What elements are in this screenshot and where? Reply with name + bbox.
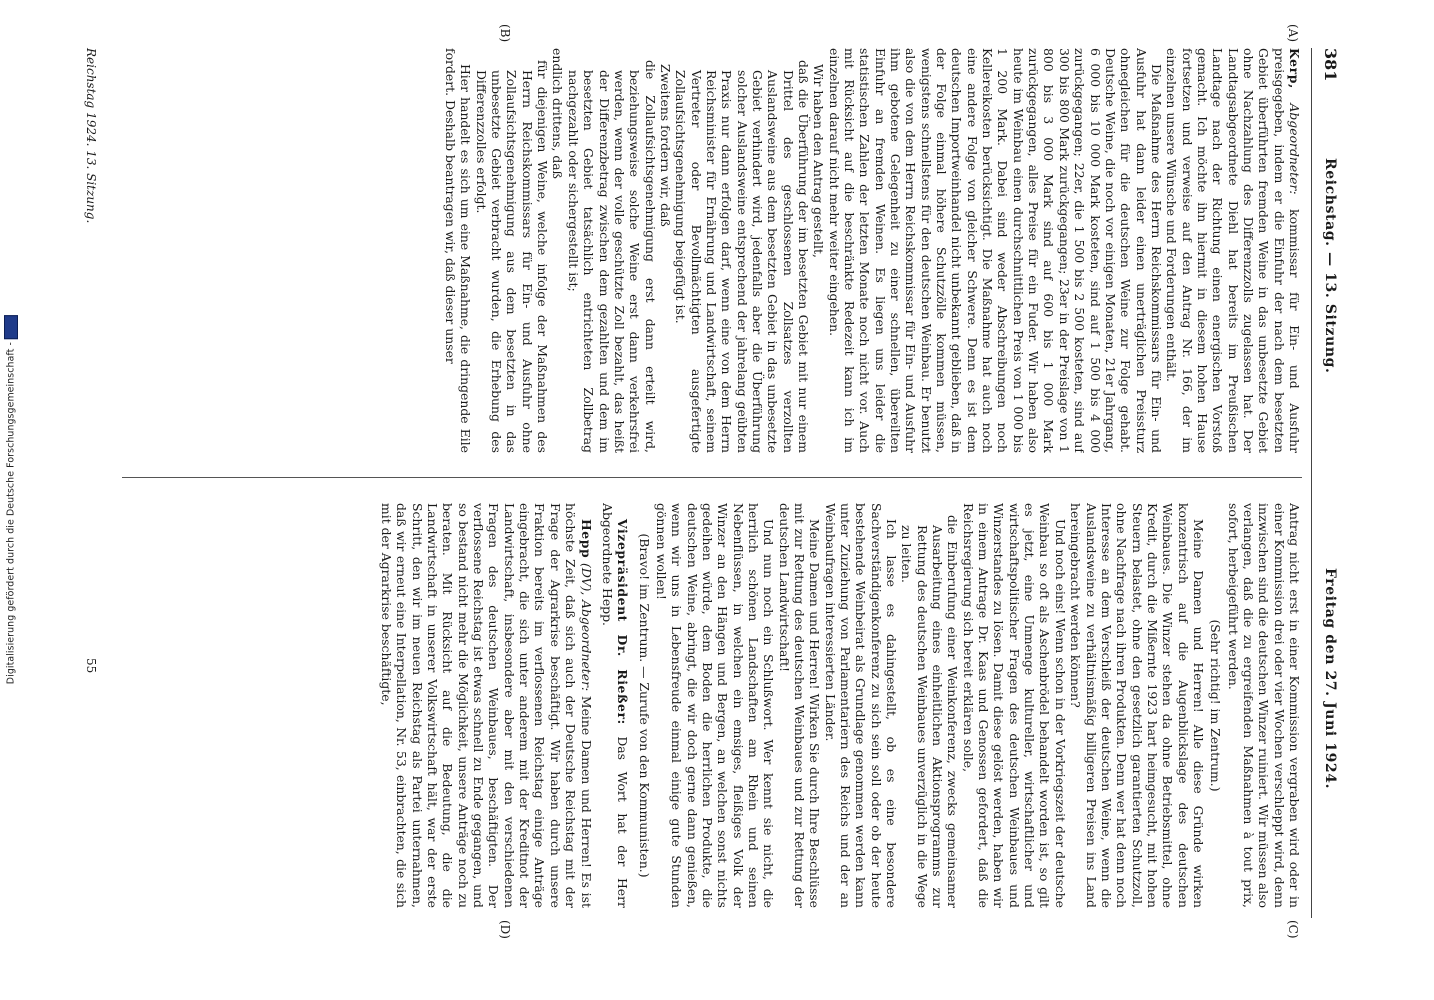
- paragraph: Wir haben den Antrag gestellt,: [811, 64, 827, 258]
- paragraph: Ich lasse es dahingestellt, ob es eine besondere Sachverständigenkonferenz zu sich sein soll oder ob der heute bestehende Weinbeirat als Grundlage genommen werden kann unter Zuziehung von Parlamentariern des Reichs und der an Weinbaufragen interessierten Länder.: [822, 503, 900, 908]
- newspaper-sheet: [42, 24, 1342, 939]
- margin-marker-b: (B): [498, 24, 512, 43]
- paragraph: Die Maßnahme des Herrn Reichskommissars für Ein- und Ausfuhr hat dann leider einen unerträglichen Preissturz ohnegleichen für die deutschen Weine zur Folge gehabt. Deutsche Weine, die noch vor einigen Monaten, 21er Jahrgang, 6 000 bis 10 000 Mark kosteten, sind auf 1 500 bis 4 000 zurückgegangen; 22er, die 1 500 bis 2 500 kosteten, sind auf 300 bis 800 Mark zurückgegangen; 23er in der Preislage von 1 800 bis 3 000 Mark sind auf 600 bis 1 000 Mark zurückgegangen, alles Preise für ein Fuder. Wir haben also heute im Weinbau einen durchschnittlichen Preis von 1 000 bis 1 200 Mark. Dabei sind weder Abschreibungen noch Kellereikosten berücksichtigt. Die Maßnahme hat auch noch eine andere Folge von gleicher Schwere. Denn es ist dem deutschen Importweinhandel nicht unbekannt geblieben, daß in der Folge einmal höhere Schutzzölle kommen müssen, wenigstens schnellstens für den deutschen Weinbau. Er benutzt also die von dem Herrn Reichskommissar für Ein- und Ausfuhr ihm gebotene Gelegenheit zu einer schnellen, übereilten Einfuhr an fremden Weinen. Es liegen uns leider die statistischen Zahlen der letzten Monate noch nicht vor. Auch mit Rücksicht auf die beschränkte Redezeit kann ich im einzelnen darauf nicht mehr weiter eingehen.: [826, 48, 1164, 453]
- footer-session: Reichstag 1924. 13. Sitzung.: [84, 48, 98, 224]
- interjection: (Sehr richtig! im Zentrum.): [1208, 619, 1224, 792]
- motion-item: daß die Überführung der im besetzten Gebiet mit nur einem Drittel des geschlossenen Zollsatzes verzollten Auslandsweine aus dem besetzten Gebiet in das unbesetzte Gebiet verhindert wird, jedenfalls aber die Überführung solcher Auslandsweine entsprechend der jahrelang geübten Praxis nur dann erfolgen darf, wenn eine von dem Herrn Reichsminister für Ernährung und Landwirtschaft, seinem Vertreter oder Bevollmächtigten ausgefertigte Zollaufsichtsgenehmigung beigefügt ist.: [673, 60, 811, 453]
- margin-marker-d: (D): [498, 920, 512, 939]
- column-divider: [122, 477, 1302, 478]
- speaker-name: Vizepräsident Dr. Rießer:: [615, 519, 631, 725]
- speaker-role: (DV), Abgeordneter:: [578, 563, 594, 692]
- margin-marker-a: (A): [1286, 24, 1300, 43]
- motion-item: für diejenigen Weine, welche infolge der Maßnahmen des Herrn Reichskommissars für Ein- und Ausfuhr ohne Zollaufsichtsgenehmigung aus dem besetzten in das unbesetzte Gebiet verbracht wurden, die Erhebung des Differenzzolles erfolgt.: [473, 60, 551, 453]
- paragraph: Zweitens fordern wir, daß: [657, 64, 673, 227]
- paragraph: Hier handelt es sich um eine Maßnahme, die dringende Eile fordert. Deshalb beantragen wir, daß dieser unser: [443, 48, 474, 453]
- digitization-credit: [2, 0, 18, 1000]
- paragraph: kommissar für Ein- und Ausfuhr preisgegeben, indem er die Einfuhr der nach dem besetzten Gebiet überführten fremden Weine in das unbesetzte Gebiet ohne Nachzahlung des Differenzzolls zugelassen hat. Der Landtagsabgeordnete Diehl hat bereits im Preußischen Landtage nach der Richtung einen energischen Vorstoß gemacht. Ich möchte ihn hiermit in diesem hohen Hause fortsetzen und verweise auf den Antrag Nr. 166, der im einzelnen unsere Wünsche und Forderungen enthält.: [1164, 48, 1302, 453]
- right-column: [122, 503, 1302, 908]
- speaker-name: Kerp,: [1287, 48, 1302, 89]
- running-head-reichstag: Reichstag. — 13. Sitzung.: [1322, 158, 1338, 374]
- paragraph: Meine Damen und Herren! Alle diese Gründe wirken konzentrisch auf die Augenblickslage des deutschen Weinbaues. Die Winzer stehen da ohne Betriebsmittel, ohne Kredit, durch die Mißernte 1923 hart heimgesucht, mit hohen Steuern belastet, ohne den gesetzlich garantierten Schutzzoll, ohne Nachfrage nach ihren Produkten. Denn wer hat denn noch Interesse an dem Verschleiß der deutschen Weine, wenn die Auslandsweine zu verhältnismäßig billigeren Preisen ins Land hereingebracht werden können?: [1068, 503, 1206, 908]
- running-head-date: Freitag den 27. Juni 1924.: [1322, 568, 1338, 790]
- motion-item: die Zollaufsichtsgenehmigung erst dann erteilt wird, beziehungsweise solche Weine erst dann verkehrsfrei werden, wenn der volle geschützte Zoll bezahlt, das heißt der Differenzbetrag zwischen dem gezahlten und dem im besetzten Gebiet tatsächlich entrichteten Zollbetrag nachgezahlt oder sichergestellt ist;: [565, 60, 658, 453]
- speaker-role: Abgeordneter:: [1287, 103, 1302, 195]
- paragraph: Und noch eins! Wenn schon in der Vorkriegszeit der deutsche Weinbau so oft als Aschenbrödel behandelt worden ist, so gilt es jetzt, eine Unmenge kultureller, wirtschaftlicher und wirtschaftspolitischer Fragen des deutschen Weinbaues und Winzerstandes zu lösen. Damit diese gelöst werden, haben wir in einem Antrage Dr. Kaas und Genossen gefordert, daß die Reichsregierung sich bereit erklären solle,: [960, 503, 1068, 908]
- speaker-name: Hepp: [578, 519, 594, 559]
- header-rule: [1311, 48, 1312, 918]
- speech-text: Meine Damen und Herren! Es ist höchste Zeit, daß sich auch der Deutsche Reichstag mit der Frage der Agrarkrise beschäftigt. Wir haben durch unsere Fraktion bereits im verflossenen Reichstag einige Anträge eingebracht, die sich unter anderem mit der Kreditnot der Landwirtschaft, insbesondere aber mit den verschiedenen Fragen des deutschen Weinbaues, beschäftigten. Der verflossene Reichstag ist etwas schnell zu Ende gegangen, und so bestand nicht mehr die Möglichkeit, unsere Anträge noch zu beraten. Mit Rücksicht auf die Bedeutung, die die Landwirtschaft in unserer Volkswirtschaft hält, war der erste Schritt, den wir im neuen Reichstag als Partei unternahmen, daß wir erneut eine Interpellation, Nr. 53, einbrachten, die sich mit der Agrarkrise beschäftigte,: [379, 503, 594, 908]
- paragraph: Antrag nicht erst in einer Kommission vergraben wird oder in einer Kommission drei oder vier Wochen verschleppt wird, denn inzwischen sind die deutschen Winzer ruiniert. Wir müssen also verlangen, daß die zu ergreifenden Maßnahmen à tout prix, sofort, herbeigeführt werden.: [1225, 503, 1302, 908]
- paragraph: Meine Damen und Herren! Wirken Sie durch Ihre Beschlüsse mit zur Rettung des deutschen Weinbaues und zur Rettung der deutschen Landwirtschaft!: [776, 503, 823, 908]
- dfg-logo-icon: [4, 315, 18, 339]
- margin-marker-c: (C): [1286, 920, 1300, 939]
- interjection: (Bravo! im Zentrum. — Zurufe von den Kommunisten.): [636, 533, 652, 878]
- left-column: [122, 48, 1302, 453]
- footer-signature: 55: [84, 658, 98, 674]
- remark-text: Das Wort hat der Herr Abgeordnete Hepp.: [599, 503, 631, 908]
- speech-hepp: [379, 503, 594, 908]
- motion-item: die Einberufung einer Weinkonferenz, zwecks gemeinsamer Ausarbeitung eines einheitlichen Aktionsprogramms zur Rettung des deutschen Weinbaues unverzüglich in die Wege zu leiten.: [899, 515, 961, 908]
- page-header: [1308, 48, 1342, 918]
- speech-opening: [1164, 48, 1302, 453]
- paragraph: endlich drittens, daß: [550, 48, 566, 179]
- page-number: 381: [1321, 48, 1340, 82]
- paragraph: Und nun noch ein Schlußwort. Wer kennt sie nicht, die herrlich schönen Landschaften am Rhein und seinen Nebenflüssen, in welchen ein emsiges, fleißiges Volk der Winzer an den Hängen und Bergen, an welchen sonst nichts gedeihen würde, dem Boden die herrlichen Produkte, die deutschen Weine, abringt, die wir doch gerne dann genießen, wenn wir uns in Lebensfreude einmal einige gute Stunden gönnen wollen!: [653, 503, 777, 908]
- credit-text: Digitalisierung gefördert durch die Deutsche Forschungsgemeinschaft -: [5, 342, 17, 685]
- vice-president-remark: [600, 503, 631, 908]
